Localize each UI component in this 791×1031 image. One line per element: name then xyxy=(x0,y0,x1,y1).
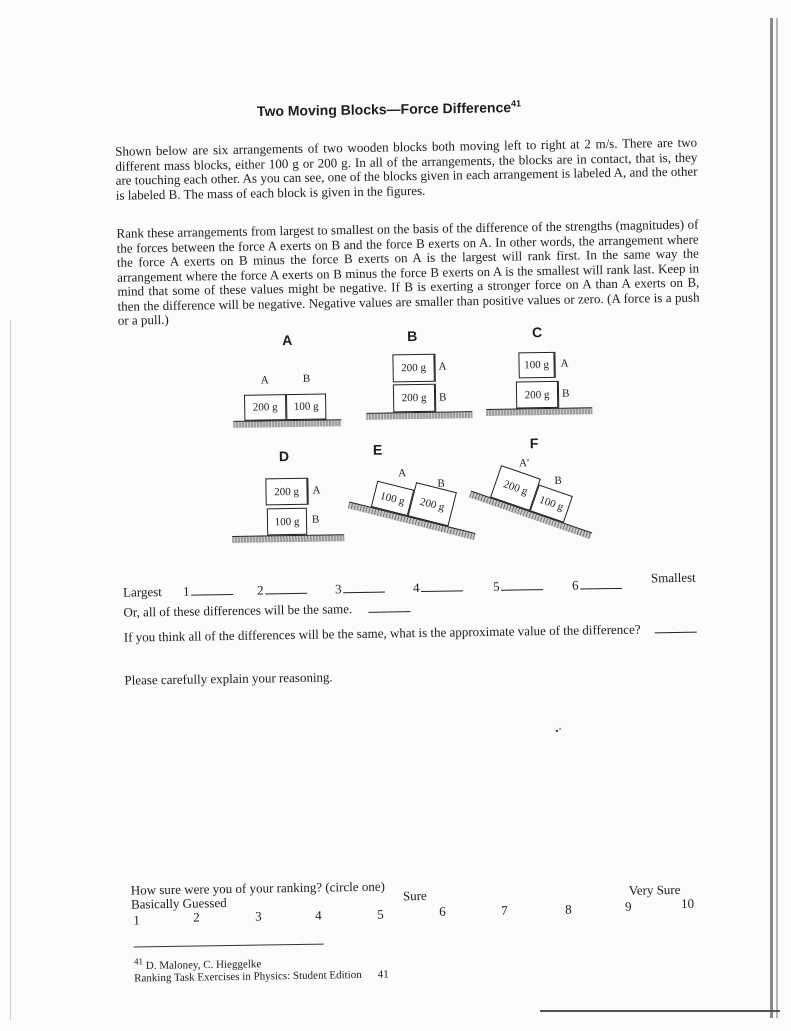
footnote-rule xyxy=(134,944,324,948)
rank-slot-5[interactable] xyxy=(493,578,543,595)
footnote-source xyxy=(134,969,389,985)
figure-d-tag-a: A xyxy=(312,484,321,497)
instruction-paragraph: Rank these arrangements from largest to smallest on the basis of the difference of the strengths (magnitudes) of the forces between the force A exerts on B and the force B exerts on A. In other words, the arrangement where the force A exerts on B minus the force B exerts on A is the largest will rank first. In the same way the arrangement where the force A exerts on B minus the force B exerts on A is the smallest will rank last. Keep in mind that some of these values might be negative. If B is exerting a stronger force on A than A exerts on B, then the difference will be negative. Negative values are smaller than positive values or zero. (A force is a push or a pull.) xyxy=(116,216,700,328)
confidence-high-label: Very Sure xyxy=(628,881,681,898)
scale-8[interactable]: 8 xyxy=(565,901,572,917)
page-number: 41 xyxy=(377,968,389,981)
confidence-mid-label: Sure xyxy=(402,887,427,904)
figure-b-tag-a: A xyxy=(438,360,447,373)
title-footnote-mark: 41 xyxy=(510,98,522,109)
figure-a-tag-a: A xyxy=(260,374,269,387)
rank-blank-2[interactable] xyxy=(264,583,306,595)
figure-f-block-a: 200 g xyxy=(490,465,541,511)
figure-b-label: B xyxy=(406,328,418,345)
figure-d-label: D xyxy=(278,448,290,465)
page-title: Two Moving Blocks—Force Difference$^{41}$ xyxy=(256,98,522,120)
figure-d-block-b: 100 g xyxy=(267,508,307,536)
figure-d-block-a: 200 g xyxy=(265,478,307,506)
value-question-text: If you think all of the differences will be the same, what is the approximate value of the difference? xyxy=(123,621,641,645)
rank-number-4: 4 xyxy=(412,580,420,596)
rank-number-6: 6 xyxy=(571,577,579,593)
figure-f-label: F xyxy=(529,435,539,452)
rank-number-1: 1 xyxy=(182,583,190,599)
rank-slot-6[interactable] xyxy=(572,577,622,594)
rank-blank-1[interactable] xyxy=(190,584,232,596)
rank-slot-2[interactable] xyxy=(257,582,307,599)
same-question xyxy=(123,600,410,621)
rank-number-5: 5 xyxy=(492,578,500,594)
figure-c-tag-b: B xyxy=(561,387,570,400)
figure-f-tag-a: A' xyxy=(519,457,530,470)
same-answer-blank[interactable] xyxy=(368,601,410,613)
figure-c-tag-divider-b xyxy=(558,381,559,408)
scale-1[interactable]: 1 xyxy=(133,912,140,928)
rank-blank-6[interactable] xyxy=(579,578,621,590)
figure-a-floor xyxy=(233,419,341,428)
scale-6[interactable]: 6 xyxy=(439,903,446,919)
rank-blank-5[interactable] xyxy=(500,579,542,591)
same-question-text: Or, all of these differences will be the same. xyxy=(123,601,353,620)
figure-c-tag-divider-a xyxy=(554,352,555,378)
scale-5[interactable]: 5 xyxy=(377,906,384,922)
rank-slot-4[interactable] xyxy=(413,579,463,596)
figure-f-tag-b: B xyxy=(554,474,562,487)
rank-blank-3[interactable] xyxy=(342,582,384,594)
figure-c-block-a: 100 g xyxy=(518,352,554,379)
scale-4[interactable]: 4 xyxy=(315,907,322,923)
figure-a-tag-b: B xyxy=(302,372,311,385)
figure-c-block-b: 200 g xyxy=(516,381,558,409)
scale-9[interactable]: 9 xyxy=(624,898,632,914)
figure-d-tag-divider-a xyxy=(307,478,308,505)
ranking-row xyxy=(123,567,723,600)
rank-slot-1[interactable] xyxy=(183,583,233,600)
figure-c-tag-a: A xyxy=(560,357,569,370)
footnote-mark: 41 xyxy=(133,956,144,967)
value-answer-blank[interactable] xyxy=(654,622,696,634)
figure-e-label: E xyxy=(372,441,383,458)
scale-3[interactable]: 3 xyxy=(255,908,262,924)
confidence-low-label: Basically Guessed xyxy=(130,895,227,912)
figure-a-block-b: 100 g xyxy=(286,393,326,420)
figure-a-label: A xyxy=(282,331,293,349)
figure-c-label: C xyxy=(531,324,543,341)
confidence-question: How sure were you of your ranking? (circle one) xyxy=(130,878,385,898)
scan-speck: •ʼ xyxy=(555,725,562,736)
rank-blank-4[interactable] xyxy=(420,580,462,592)
footnote-authors: D. Maloney, C. Hieggelke xyxy=(145,958,262,973)
smallest-label: Smallest xyxy=(650,569,696,586)
largest-label: Largest xyxy=(122,584,162,600)
figure-b-tag-b: B xyxy=(438,391,447,404)
figure-f-block-b: 100 g xyxy=(530,484,573,522)
figure-e-tag-a: A xyxy=(398,467,407,480)
rank-slot-3[interactable] xyxy=(335,581,385,598)
rank-number-2: 2 xyxy=(256,582,264,598)
figure-c-floor xyxy=(486,407,592,416)
footnote-book: Ranking Task Exercises in Physics: Student Edition xyxy=(134,968,362,985)
figure-a-block-a: 200 g xyxy=(244,394,286,421)
scale-7[interactable]: 7 xyxy=(501,902,508,918)
figure-e-tag-b: B xyxy=(437,477,445,490)
figure-b-floor xyxy=(366,411,472,420)
figure-e-block-b: 200 g xyxy=(408,482,457,526)
figure-d-floor xyxy=(232,534,344,543)
value-question xyxy=(124,621,706,645)
figure-d-tag-b: B xyxy=(311,513,320,526)
confidence-scale xyxy=(131,873,712,942)
figure-b-tag-divider-a xyxy=(434,354,435,382)
figure-b-block-a: 200 g xyxy=(392,354,434,383)
rank-number-3: 3 xyxy=(334,581,342,597)
scale-10[interactable]: 10 xyxy=(680,895,695,911)
scale-2[interactable]: 2 xyxy=(193,909,200,925)
figure-e-block-a: 100 g xyxy=(371,481,414,516)
explain-prompt: Please carefully explain your reasoning. xyxy=(124,669,333,688)
figure-b-block-b: 200 g xyxy=(393,384,435,413)
footnote xyxy=(134,955,262,973)
figure-b-tag-divider-b xyxy=(435,384,436,412)
intro-paragraph: Shown below are six arrangements of two wooden blocks both moving left to right at 2 m/s. There are two different mass blocks, either 100 g or 200 g. In all of the arrangements, the blocks are in contact, that is, they are touching each other. As you can see, one of the blocks given in each arrangement is labeled A, and the other is labeled B. The mass of each block is given in the figures. xyxy=(115,134,698,203)
